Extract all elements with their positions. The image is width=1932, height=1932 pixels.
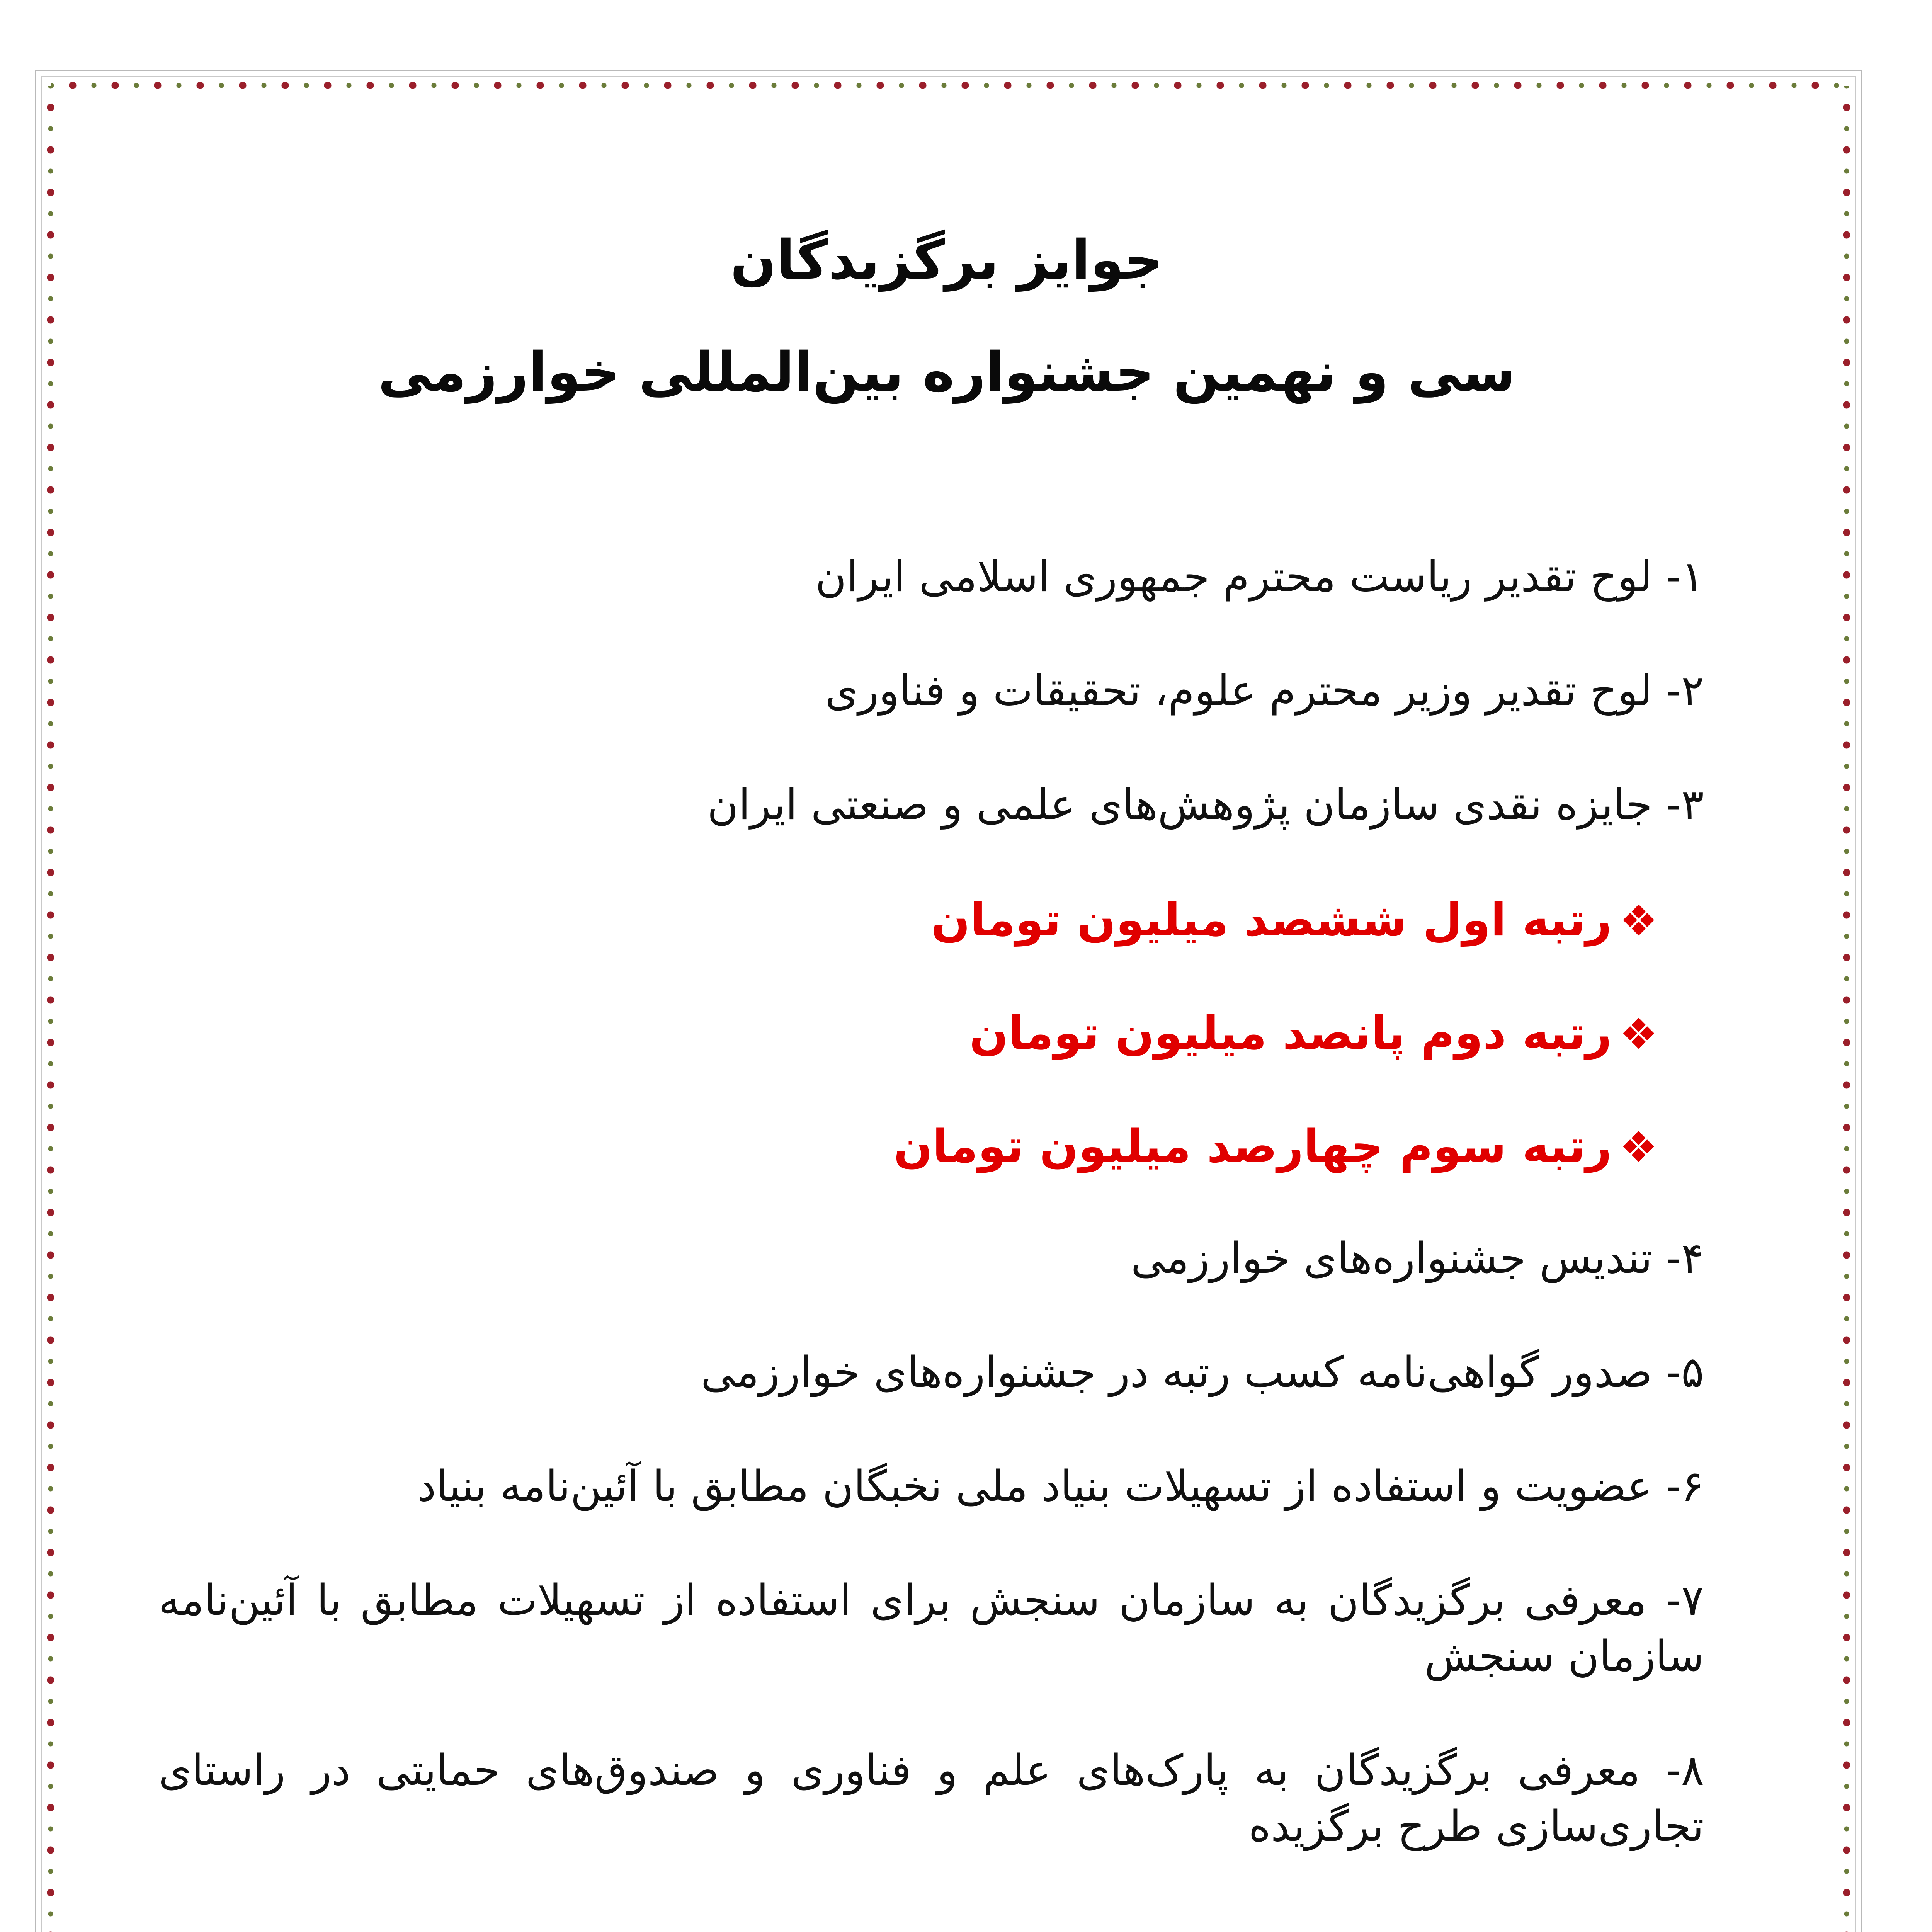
document-subtitle: سی و نهمین جشنواره بین‌المللی خوارزمی: [378, 341, 1515, 404]
list-item-7: ۷- معرفی برگزیدگان به سازمان سنجش برای استفاده از تسهیلات مطابق با آئین‌نامه سازمان سنجش: [158, 1575, 1704, 1681]
awards-list: [158, 549, 1704, 1912]
prize-first-text: رتبه اول ششصد میلیون تومان: [931, 893, 1612, 946]
document-title: جوایز برگزیدگان: [730, 229, 1163, 292]
list-item-8: ۸- معرفی برگزیدگان به پارک‌های علم و فناوری و صندوق‌های حمایتی در راستای تجاری‌سازی طرح برگزیده: [158, 1745, 1704, 1851]
prize-second-text: رتبه دوم پانصد میلیون تومان: [969, 1006, 1612, 1060]
diamond-bullet-icon: ❖: [1619, 1122, 1658, 1172]
list-item-1: ۱- لوح تقدیر ریاست محترم جمهوری اسلامی ایران: [815, 552, 1704, 601]
list-item-3: ۳- جایزه نقدی سازمان پژوهش‌های علمی و صنعتی ایران: [707, 780, 1704, 829]
ornament-left: [43, 86, 58, 1932]
list-item-5: ۵- صدور گواهی‌نامه کسب رتبه در جشنواره‌های خوارزمی: [701, 1347, 1704, 1397]
diamond-bullet-icon: ❖: [1619, 1009, 1658, 1059]
ornament-right: [1839, 86, 1854, 1932]
prize-first: [158, 891, 1658, 950]
diamond-bullet-icon: ❖: [1619, 896, 1658, 946]
prize-third-text: رتبه سوم چهارصد میلیون تومان: [893, 1119, 1612, 1173]
prize-third: [158, 1117, 1658, 1176]
prize-second: [158, 1004, 1658, 1063]
list-item-6: ۶- عضویت و استفاده از تسهیلات بنیاد ملی نخبگان مطابق با آئین‌نامه بنیاد: [417, 1461, 1704, 1511]
ornament-top: [51, 78, 1846, 93]
list-item-4: ۴- تندیس جشنواره‌های خوارزمی: [1131, 1233, 1704, 1283]
list-item-2: ۲- لوح تقدیر وزیر محترم علوم، تحقیقات و فناوری: [825, 666, 1704, 715]
